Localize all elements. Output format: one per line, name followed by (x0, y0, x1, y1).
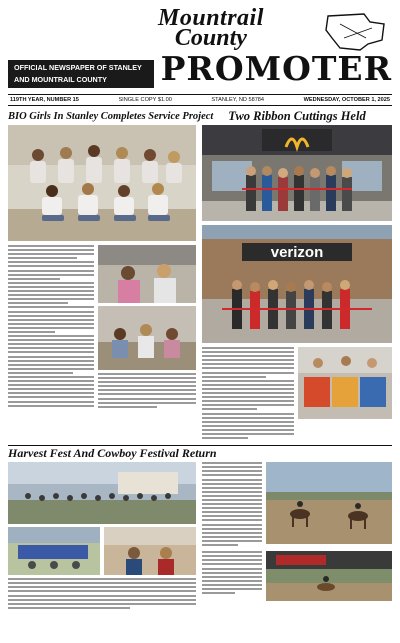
masthead-title-line1: Mountrail (158, 5, 264, 31)
harvest-fest-crowd-photo (8, 462, 196, 524)
harvest-article-text (8, 578, 196, 609)
bio-girls-group-photo (8, 125, 196, 241)
county-map-logo (320, 8, 390, 54)
top-stories (8, 110, 392, 441)
banner-line2: AND MOUNTRAIL COUNTY (14, 75, 107, 84)
bio-girls-headline: BIO Girls In Stanley Completes Service Project (8, 111, 214, 122)
issue-date: WEDNESDAY, OCTOBER 1, 2025 (303, 97, 390, 103)
masthead-title (158, 5, 264, 51)
bio-girls-activity-photo-2 (98, 306, 196, 370)
ribbon-headline: Two Ribbon Cuttings Held (228, 109, 366, 123)
cowboy-festival-horse-photo (266, 462, 392, 544)
harvest-article-text-2 (202, 462, 262, 548)
harvest-fest-photo-3 (104, 527, 196, 575)
ribbon-cutting-photo-verizon (202, 225, 392, 343)
story-bio-girls (8, 110, 214, 441)
masthead (8, 6, 392, 92)
bio-girls-activity-photo-1 (98, 245, 196, 303)
issue-info-bar (8, 94, 392, 106)
ribbon-cutting-photo-1 (202, 125, 392, 221)
ribbon-article-text (202, 347, 294, 441)
bio-girls-article-text (8, 245, 94, 410)
official-newspaper-banner (8, 60, 154, 88)
verizon-sign: verizon (270, 244, 324, 261)
single-copy-price: SINGLE COPY $1.00 (118, 97, 172, 103)
location: STANLEY, ND 58784 (211, 97, 265, 103)
masthead-title-line2: County (174, 25, 247, 51)
banner-line1: OFFICIAL NEWSPAPER OF STANLEY (14, 63, 142, 72)
year-number: 119TH YEAR, NUMBER 15 (10, 97, 79, 103)
harvest-fest-photo-2 (8, 527, 100, 575)
ribbon-cutting-photo-3 (298, 347, 392, 419)
masthead-promoter: PROMOTER (160, 49, 392, 88)
cowboy-festival-arena-photo (266, 551, 392, 601)
harvest-headline: Harvest Fest And Cowboy Festival Return (8, 446, 217, 461)
story-harvest-fest (8, 445, 392, 611)
story-ribbon-cuttings (202, 110, 392, 441)
